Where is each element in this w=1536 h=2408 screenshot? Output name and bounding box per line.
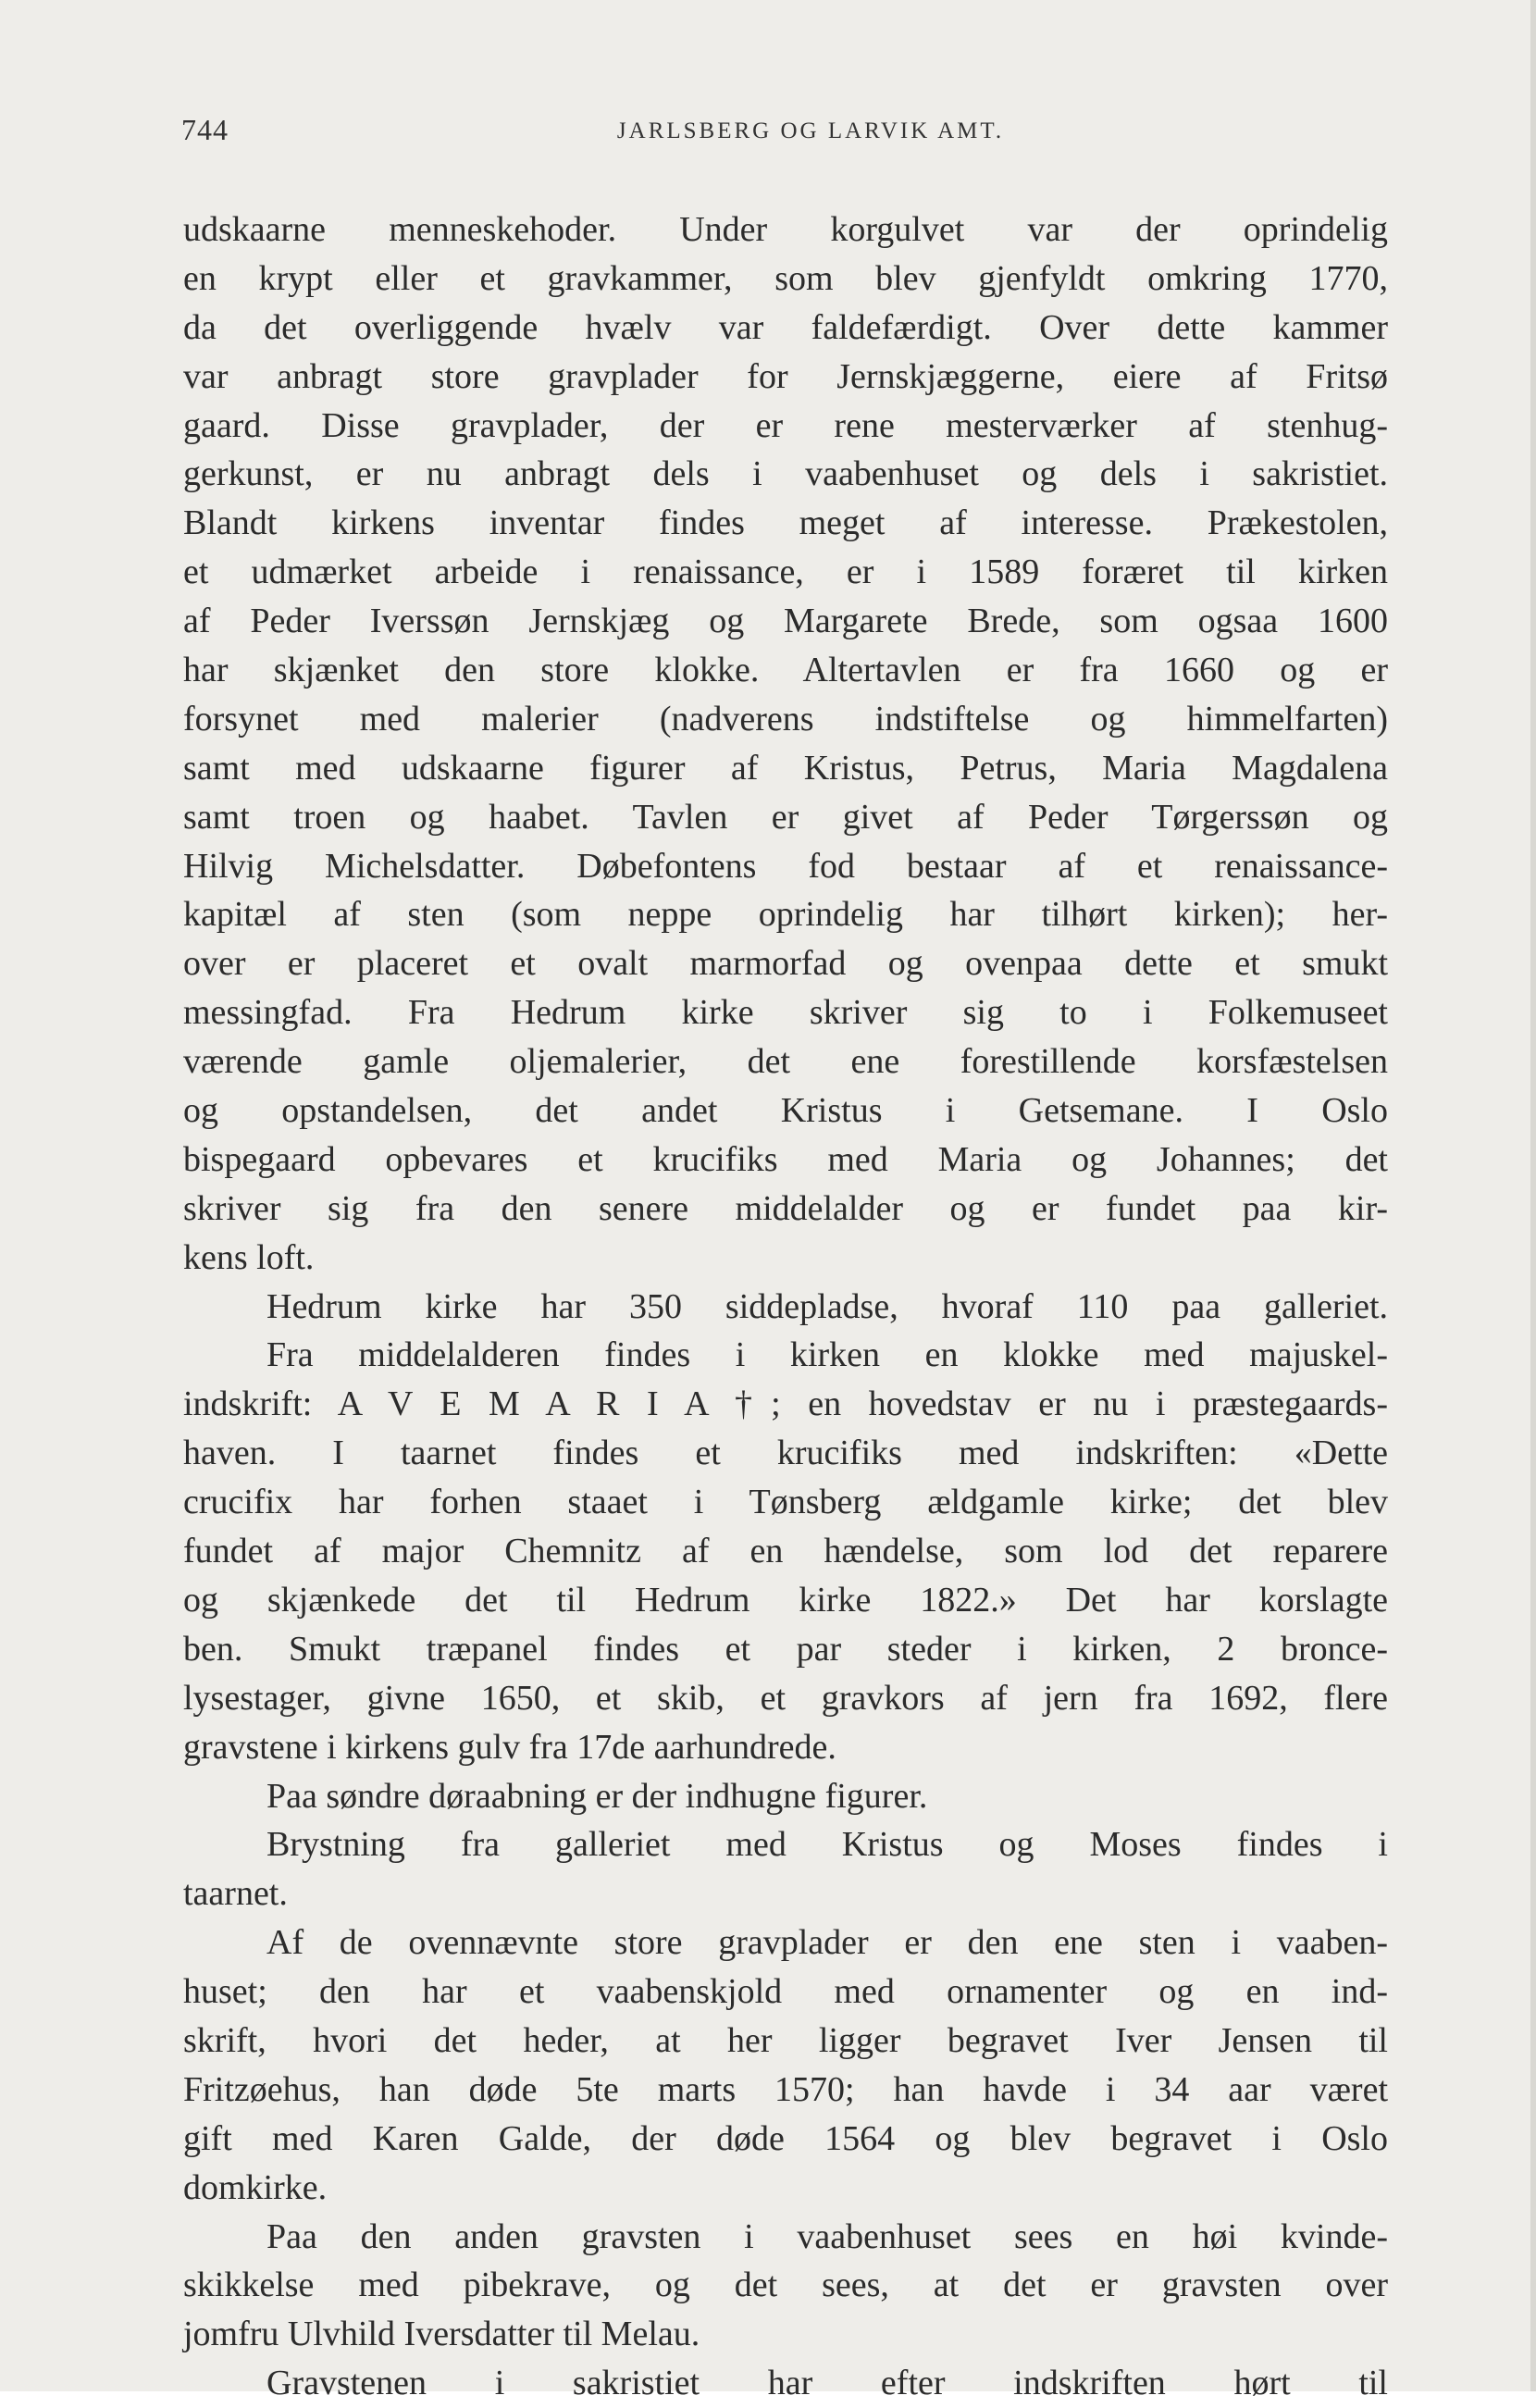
text-line: gerkunst, er nu anbragt dels i vaabenhuset og dels i sakristiet. bbox=[183, 454, 1388, 494]
text-line: ben. Smukt træpanel findes et par steder i kirken, 2 bronce- bbox=[183, 1629, 1388, 1669]
text-line: lysestager, givne 1650, et skib, et gravkors af jern fra 1692, flere bbox=[183, 1678, 1388, 1718]
text-line: skriver sig fra den senere middelalder og er fundet paa kir- bbox=[183, 1188, 1388, 1228]
text-line: Hedrum kirke har 350 siddepladse, hvoraf 110 paa galleriet. bbox=[266, 1286, 1388, 1326]
text-line: haven. I taarnet findes et krucifiks med indskriften: «Dette bbox=[183, 1434, 1388, 1473]
text-line: forsynet med malerier (nadverens indstiftelse og himmelfarten) bbox=[183, 699, 1388, 739]
page-header bbox=[181, 113, 1384, 159]
text-line: var anbragt store gravplader for Jernskjæggerne, eiere af Fritsø bbox=[183, 356, 1388, 396]
text-line: Paa den anden gravsten i vaabenhuset sees en høi kvinde- bbox=[266, 2216, 1388, 2256]
text-line: indskrift: A V E M A R I A †; en hovedstav er nu i præstegaards- bbox=[183, 1384, 1388, 1424]
text-line: gift med Karen Galde, der døde 1564 og blev begravet i Oslo bbox=[183, 2118, 1388, 2158]
text-line: jomfru Ulvhild Iversdatter til Melau. bbox=[183, 2315, 700, 2354]
running-title: JARLSBERG OG LARVIK AMT. bbox=[616, 118, 1005, 143]
page-number: 744 bbox=[181, 113, 229, 146]
text-line: huset; den har et vaabenskjold med ornamenter og en ind- bbox=[183, 1972, 1388, 2012]
text-line: gaard. Disse gravplader, der er rene mesterværker af stenhug- bbox=[183, 405, 1388, 445]
text-line: messingfad. Fra Hedrum kirke skriver sig to i Folkemuseet bbox=[183, 993, 1388, 1033]
text-line: Brystning fra galleriet med Kristus og Moses findes i bbox=[266, 1825, 1388, 1865]
text-line: Fra middelalderen findes i kirken en klokke med majuskel- bbox=[266, 1335, 1388, 1375]
text-line: Blandt kirkens inventar findes meget af interesse. Prækestolen, bbox=[183, 503, 1388, 543]
text-line: Af de ovennævnte store gravplader er den ene sten i vaaben- bbox=[266, 1923, 1388, 1963]
text-line: crucifix har forhen staaet i Tønsberg ældgamle kirke; det blev bbox=[183, 1483, 1388, 1522]
text-line: kens loft. bbox=[183, 1237, 315, 1277]
text-line: Paa søndre døraabning er der indhugne figurer. bbox=[266, 1776, 928, 1816]
text-line: samt med udskaarne figurer af Kristus, Petrus, Maria Magdalena bbox=[183, 748, 1388, 788]
text-line: af Peder Iverssøn Jernskjæg og Margarete Brede, som ogsaa 1600 bbox=[183, 602, 1388, 641]
page-edge bbox=[1530, 0, 1536, 2391]
text-line: et udmærket arbeide i renaissance, er i 1589 foræret til kirken bbox=[183, 552, 1388, 592]
text-line: en krypt eller et gravkammer, som blev gjenfyldt omkring 1770, bbox=[183, 258, 1388, 298]
text-line: samt troen og haabet. Tavlen er givet af Peder Tørgerssøn og bbox=[183, 797, 1388, 837]
text-line: og skjænkede det til Hedrum kirke 1822.» Det har korslagte bbox=[183, 1580, 1388, 1620]
text-line: over er placeret et ovalt marmorfad og ovenpaa dette et smukt bbox=[183, 944, 1388, 984]
text-line: gravstene i kirkens gulv fra 17de aarhundrede. bbox=[183, 1727, 836, 1767]
text-line: taarnet. bbox=[183, 1874, 288, 1914]
text-line: og opstandelsen, det andet Kristus i Getsemane. I Oslo bbox=[183, 1091, 1388, 1131]
text-line: udskaarne menneskehoder. Under korgulvet var der oprindelig bbox=[183, 210, 1388, 249]
text-line: skikkelse med pibekrave, og det sees, at det er gravsten over bbox=[183, 2265, 1388, 2305]
text-line: værende gamle oljemalerier, det ene forestillende korsfæstelsen bbox=[183, 1042, 1388, 1082]
text-line: domkirke. bbox=[183, 2167, 328, 2207]
text-line: da det overliggende hvælv var faldefærdigt. Over dette kammer bbox=[183, 307, 1388, 347]
text-line: Hilvig Michelsdatter. Døbefontens fod bestaar af et renaissance- bbox=[183, 846, 1388, 886]
text-line: Fritzøehus, han døde 5te marts 1570; han havde i 34 aar været bbox=[183, 2069, 1388, 2109]
text-line: Gravstenen i sakristiet har efter indskriften hørt til bbox=[266, 2364, 1388, 2403]
text-line: fundet af major Chemnitz af en hændelse, som lod det reparere bbox=[183, 1532, 1388, 1571]
text-line: skrift, hvori det heder, at her ligger begravet Iver Jensen til bbox=[183, 2020, 1388, 2060]
text-line: bispegaard opbevares et krucifiks med Maria og Johannes; det bbox=[183, 1139, 1388, 1179]
text-line: kapitæl af sten (som neppe oprindelig har tilhørt kirken); her- bbox=[183, 895, 1388, 935]
text-line: har skjænket den store klokke. Altertavlen er fra 1660 og er bbox=[183, 651, 1388, 690]
body-text bbox=[183, 205, 1388, 2408]
